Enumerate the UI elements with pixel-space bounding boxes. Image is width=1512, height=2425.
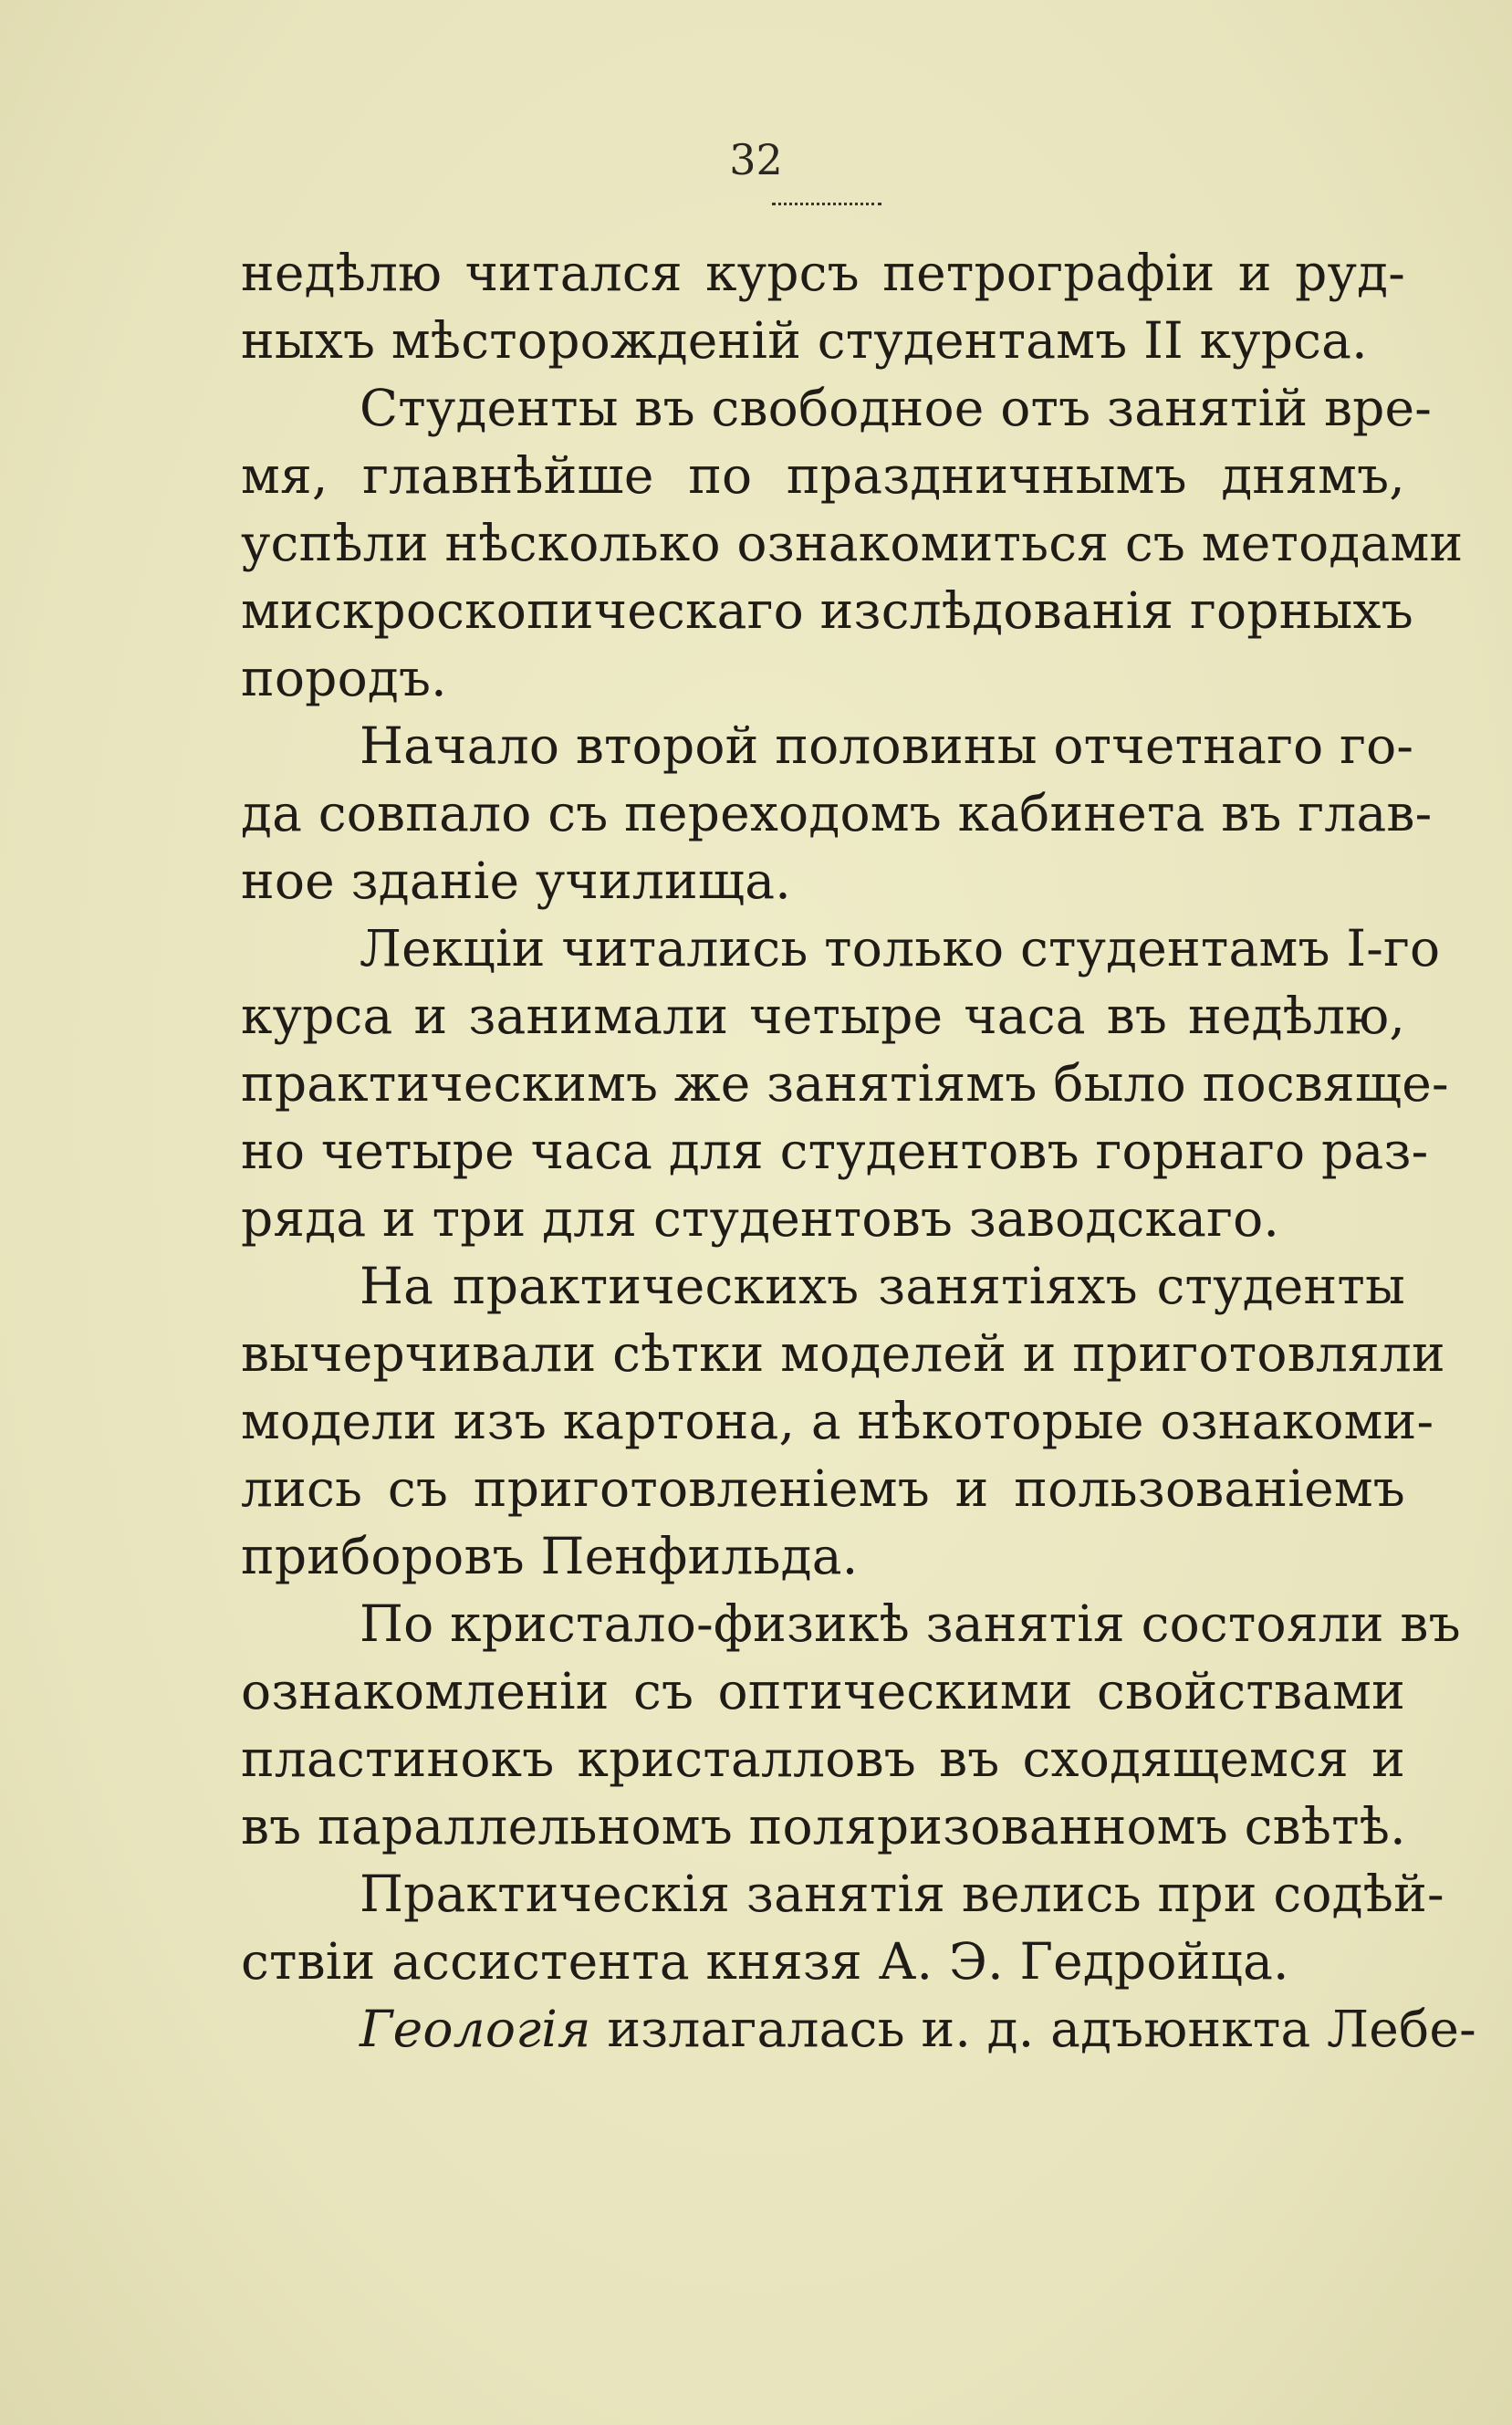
text-line: На практическихъ занятіяхъ студенты bbox=[360, 1257, 1405, 1315]
text-line-rest: излагалась и. д. адъюнкта Лебе- bbox=[607, 2000, 1476, 2058]
text-line: Начало второй половины отчетнаго го- bbox=[360, 716, 1414, 775]
body-text bbox=[241, 239, 1476, 2063]
text-line: Практическія занятія велись при содѣй- bbox=[360, 1865, 1444, 1923]
text-line: да совпало съ переходомъ кабинета въ глав- bbox=[241, 784, 1433, 842]
text-line: вычерчивали сѣтки моделей и приготовляли bbox=[241, 1324, 1445, 1383]
text-line: лись съ приготовленіемъ и пользованіемъ bbox=[241, 1459, 1405, 1518]
text-line: ствіи ассистента князя А. Э. Гедройца. bbox=[241, 1932, 1289, 1991]
text-line-with-italic-lead bbox=[241, 1995, 1476, 2063]
text-line: въ параллельномъ поляризованномъ свѣтѣ. bbox=[241, 1797, 1406, 1855]
text-line: успѣли нѣсколько ознакомиться съ методами bbox=[241, 514, 1464, 572]
text-line: Лекціи читались только студентамъ I-го bbox=[360, 919, 1441, 977]
text-line: практическимъ же занятіямъ было посвяще- bbox=[241, 1054, 1449, 1113]
text-line: недѣлю читался курсъ петрографіи и руд- bbox=[241, 244, 1405, 302]
text-line: мя, главнѣйше по праздничнымъ днямъ, bbox=[241, 446, 1405, 505]
page-number-rule bbox=[772, 203, 881, 205]
italic-term: Геологія bbox=[360, 2000, 591, 2058]
text-line: ознакомленіи съ оптическими свойствами bbox=[241, 1662, 1405, 1720]
text-line: По кристало-физикѣ занятія состояли въ bbox=[360, 1594, 1461, 1653]
text-line: но четыре часа для студентовъ горнаго раз- bbox=[241, 1122, 1429, 1180]
text-line: ряда и три для студентовъ заводскаго. bbox=[241, 1189, 1280, 1248]
text-line: породъ. bbox=[241, 649, 447, 707]
text-line: мискроскопическаго изслѣдованія горныхъ bbox=[241, 581, 1413, 640]
text-line: курса и занимали четыре часа въ недѣлю, bbox=[241, 987, 1405, 1045]
text-line: ное зданіе училища. bbox=[241, 852, 791, 910]
text-line: модели изъ картона, а нѣкоторые ознакоми- bbox=[241, 1392, 1434, 1450]
page-number: 32 bbox=[729, 135, 783, 184]
text-line: Студенты въ свободное отъ занятій вре- bbox=[360, 379, 1433, 437]
text-line: пластинокъ кристалловъ въ сходящемся и bbox=[241, 1730, 1405, 1788]
text-line: приборовъ Пенфильда. bbox=[241, 1527, 859, 1585]
text-line: ныхъ мѣсторожденій студентамъ II курса. bbox=[241, 311, 1368, 370]
